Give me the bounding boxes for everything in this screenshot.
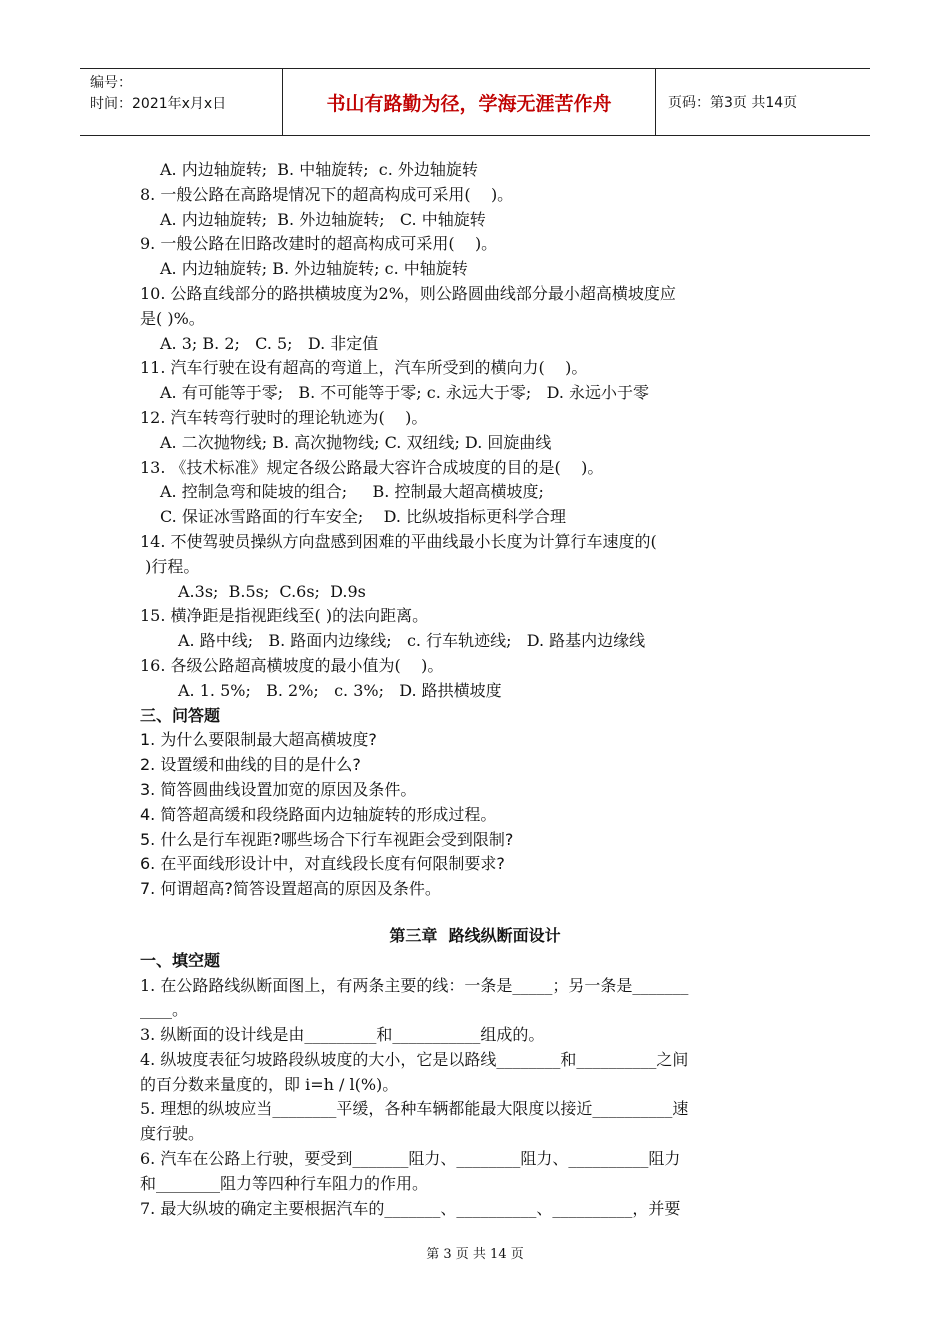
qa-heading: 三、问答题 [140,705,221,725]
text-line: 10. 公路直线部分的路拱横坡度为2%，则公路圆曲线部分最小超高横坡度应 [140,283,676,303]
fill-blank-line: 度行驶。 [140,1124,205,1144]
qa-item: 1. 为什么要限制最大超高横坡度? [140,730,377,750]
text-line: A. 内边轴旋转; B. 外边轴旋转; C. 中轴旋转 [160,209,486,229]
qa-list [140,728,810,902]
qa-item: 3. 简答圆曲线设置加宽的原因及条件。 [140,779,417,799]
fill-blank-line: 6. 汽车在公路上行驶，要受到_______阻力、________阻力、__________阻力 [140,1149,681,1169]
text-line: )行程。 [140,556,200,576]
text-line: A. 二次抛物线; B. 高次抛物线; C. 双纽线; D. 回旋曲线 [160,432,552,452]
fill-blank-line: 3. 纵断面的设计线是由_________和___________组成的。 [140,1025,545,1045]
chapter-title: 第三章 路线纵断面设计 [389,925,561,945]
text-line: A. 路中线; B. 路面内边缘线; c. 行车轨迹线; D. 路基内边缘线 [178,631,646,651]
text-line: A. 内边轴旋转; B. 外边轴旋转; c. 中轴旋转 [160,259,468,279]
text-line: C. 保证冰雪路面的行车安全; D. 比纵坡指标更科学合理 [160,507,567,527]
fill-blank-line: 1. 在公路路线纵断面图上，有两条主要的线：一条是_____；另一条是_______ [140,975,689,995]
text-line: 16. 各级公路超高横坡度的最小值为( )。 [140,655,444,675]
text-line: 12. 汽车转弯行驶时的理论轨迹为( )。 [140,407,428,427]
page-footer: 第 3 页 共 14 页 [426,1247,524,1262]
section-heading: 一、填空题 [140,950,221,970]
fill-blank-line: 的百分数来量度的，即 i=h / l(%)。 [140,1074,399,1094]
text-line: 8. 一般公路在高路堤情况下的超高构成可采用( )。 [140,184,514,204]
qa-item: 2. 设置缓和曲线的目的是什么? [140,755,361,775]
header-page-info: 页码：第3页 共14页 [668,95,798,111]
question-options-block [140,158,810,704]
qa-item: 6. 在平面线形设计中，对直线段长度有何限制要求? [140,854,505,874]
text-line: A. 1. 5%; B. 2%; c. 3%; D. 路拱横坡度 [178,680,502,700]
text-line: 9. 一般公路在旧路改建时的超高构成可采用( )。 [140,234,498,254]
fill-blank-line: 5. 理想的纵坡应当________平缓，各种车辆都能最大限度以接近__________速 [140,1099,689,1119]
text-line: 13. 《技术标准》规定各级公路最大容许合成坡度的目的是( )。 [140,457,604,477]
text-line: 14. 不使驾驶员操纵方向盘感到困难的平曲线最小长度为计算行车速度的( [140,531,657,551]
text-line: A. 控制急弯和陡坡的组合; B. 控制最大超高横坡度; [160,482,544,502]
qa-item: 7. 何谓超高?简答设置超高的原因及条件。 [140,879,441,899]
page-header [80,68,870,136]
header-motto: 书山有路勤为径，学海无涯苦作舟 [283,69,656,135]
fill-blank-line: 和________阻力等四种行车阻力的作用。 [140,1173,429,1193]
fill-blank-line: 4. 纵坡度表征匀坡路段纵坡度的大小，它是以路线________和__________之间 [140,1049,689,1069]
text-line: A. 有可能等于零; B. 不可能等于零; c. 永远大于零; D. 永远小于零 [160,383,649,403]
fill-blank-list [140,974,810,1222]
text-line: A. 3; B. 2; C. 5; D. 非定值 [160,333,379,353]
header-meta [80,69,283,135]
time-label: 时间：2021年x月x日 [90,96,227,112]
number-label: 编号： [90,75,132,91]
qa-item: 4. 简答超高缓和段绕路面内边轴旋转的形成过程。 [140,804,497,824]
fill-blank-line: ____。 [140,1000,189,1020]
text-line: 15. 横净距是指视距线至( )的法向距离。 [140,606,429,626]
text-line: A. 内边轴旋转; B. 中轴旋转; c. 外边轴旋转 [160,160,478,179]
text-line: 11. 汽车行驶在设有超高的弯道上，汽车所受到的横向力( )。 [140,358,588,378]
text-line: A.3s; B.5s; C.6s; D.9s [178,581,366,601]
qa-item: 5. 什么是行车视距?哪些场合下行车视距会受到限制? [140,829,514,849]
page-content [140,158,810,1221]
fill-blank-line: 7. 最大纵坡的确定主要根据汽车的_______、__________、__________，并要 [140,1198,681,1218]
text-line: 是( )%。 [140,308,205,328]
